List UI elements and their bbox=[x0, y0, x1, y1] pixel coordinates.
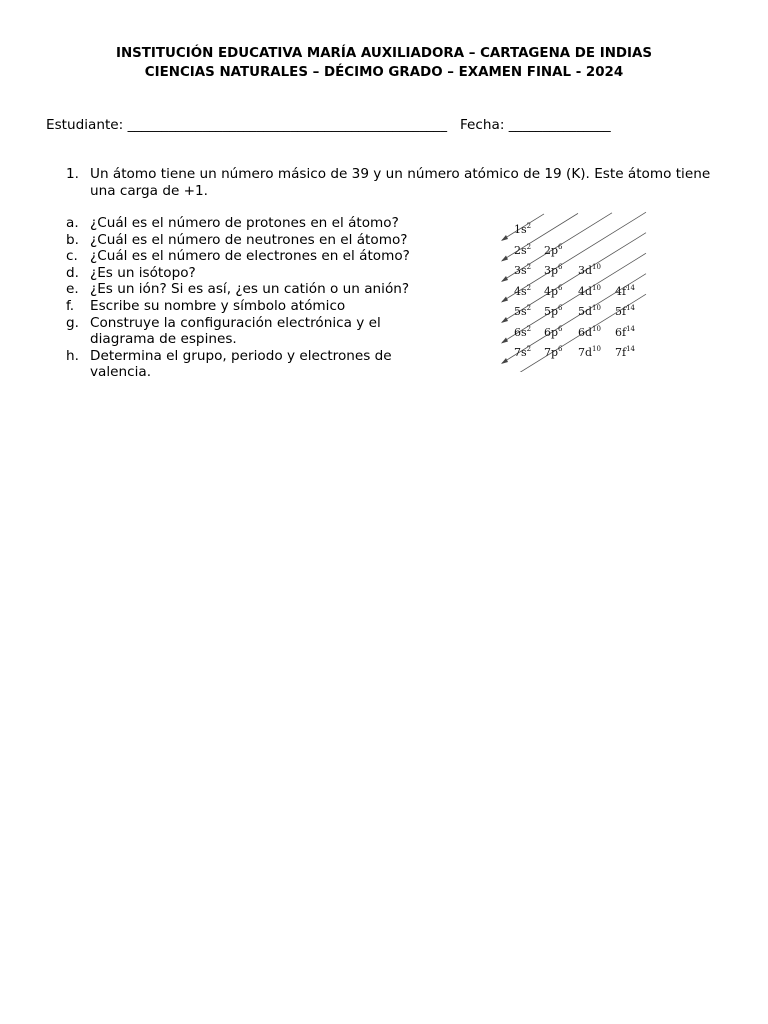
electron-count: 10 bbox=[592, 263, 601, 271]
item-text: ¿Cuál es el número de protones en el átomo? bbox=[90, 215, 399, 231]
orbital-label: 3s bbox=[514, 264, 527, 277]
orbital-label: 4s bbox=[514, 284, 527, 298]
electron-count: 14 bbox=[626, 304, 635, 312]
date-field: Fecha: _______________ bbox=[459, 117, 611, 133]
electron-count: 6 bbox=[558, 345, 563, 353]
electron-count: 6 bbox=[558, 263, 563, 271]
orbital-6d bbox=[578, 325, 601, 339]
item-letter: g. bbox=[66, 314, 79, 331]
orbital-label: 7s bbox=[514, 346, 527, 359]
arrow-head-icon bbox=[501, 276, 508, 282]
orbital-3s bbox=[514, 263, 531, 277]
orbital-label: 6s bbox=[514, 325, 527, 339]
item-text: Determina el grupo, periodo y electrones de valencia. bbox=[90, 347, 392, 381]
item-text: ¿Cuál es el número de electrones en el átomo? bbox=[90, 248, 410, 265]
item-letter: b. bbox=[66, 231, 79, 248]
orbital-6p bbox=[544, 325, 563, 339]
electron-count: 10 bbox=[592, 304, 601, 312]
orbital-label: 6f bbox=[615, 325, 627, 339]
orbital-7f bbox=[615, 345, 635, 359]
question-1 bbox=[66, 166, 734, 200]
electron-count: 14 bbox=[626, 345, 635, 353]
orbital-label: 5p bbox=[544, 305, 559, 318]
arrow-head-icon bbox=[501, 338, 508, 344]
list-item bbox=[66, 265, 432, 282]
electron-count: 10 bbox=[592, 324, 601, 333]
orbital-4p bbox=[544, 284, 563, 298]
orbital-4s bbox=[514, 284, 531, 298]
orbital-label: 3p bbox=[544, 264, 559, 277]
orbital-5f bbox=[615, 304, 635, 318]
item-text: ¿Es un ión? Si es así, ¿es un catión o un anión? bbox=[90, 281, 410, 298]
orbital-4d bbox=[578, 284, 601, 298]
orbital-label: 5d bbox=[578, 305, 593, 318]
list-item bbox=[66, 248, 432, 265]
list-item bbox=[66, 215, 432, 232]
orbital-label: 2s bbox=[514, 243, 527, 257]
orbital-label: 5f bbox=[615, 305, 627, 318]
document-header bbox=[0, 44, 768, 82]
item-text: Construye la configuración electrónica y el diagrama de espines. bbox=[90, 314, 381, 348]
orbital-label: 7f bbox=[615, 346, 627, 359]
list-item bbox=[66, 348, 432, 381]
electron-count: 2 bbox=[526, 345, 532, 353]
arrow-head-icon bbox=[501, 358, 508, 364]
electron-count: 6 bbox=[558, 283, 563, 292]
arrow-head-icon bbox=[501, 317, 508, 323]
electron-count: 2 bbox=[526, 324, 532, 333]
orbital-7d bbox=[578, 345, 601, 359]
orbital-6f bbox=[615, 325, 635, 339]
electron-configuration-diagram bbox=[468, 206, 712, 372]
arrow-head-icon bbox=[501, 256, 508, 262]
orbital-5d bbox=[578, 304, 601, 318]
student-info-line bbox=[46, 117, 611, 133]
orbital-1s bbox=[514, 222, 531, 236]
orbital-7s bbox=[514, 345, 531, 359]
electron-count: 2 bbox=[526, 304, 532, 312]
electron-count: 14 bbox=[626, 324, 635, 333]
institution-title: INSTITUCIÓN EDUCATIVA MARÍA AUXILIADORA – CARTAGENA DE INDIAS bbox=[115, 46, 653, 61]
list-item bbox=[66, 281, 432, 298]
item-text: Escribe su nombre y símbolo atómico bbox=[90, 297, 346, 314]
electron-count: 6 bbox=[558, 324, 563, 333]
list-item bbox=[66, 315, 432, 348]
orbital-label: 3d bbox=[578, 264, 593, 277]
item-letter: f. bbox=[66, 297, 75, 314]
orbital-4f bbox=[615, 284, 635, 298]
electron-count: 2 bbox=[526, 263, 532, 271]
orbital-label: 7p bbox=[544, 346, 559, 359]
list-item bbox=[66, 298, 432, 315]
item-letter: c. bbox=[66, 248, 78, 265]
electron-count: 6 bbox=[558, 242, 563, 251]
item-letter: e. bbox=[66, 281, 79, 298]
arrow-head-icon bbox=[501, 297, 508, 303]
orbital-2p bbox=[544, 243, 563, 257]
exam-title: CIENCIAS NATURALES – DÉCIMO GRADO – EXAMEN FINAL - 2024 bbox=[144, 65, 624, 80]
orbital-label: 5s bbox=[514, 305, 527, 318]
orbital-6s bbox=[514, 325, 531, 339]
question-number: 1. bbox=[66, 166, 79, 182]
electron-count: 14 bbox=[626, 283, 635, 292]
electron-count: 2 bbox=[526, 283, 532, 292]
item-text: ¿Cuál es el número de neutrones en el átomo? bbox=[90, 231, 408, 248]
orbital-label: 4p bbox=[544, 284, 559, 298]
electron-count: 10 bbox=[592, 345, 601, 353]
item-letter: d. bbox=[66, 264, 79, 281]
electron-count: 2 bbox=[526, 222, 532, 230]
subquestion-list bbox=[66, 215, 432, 381]
arrow-head-icon bbox=[501, 235, 508, 241]
orbital-label: 1s bbox=[514, 223, 527, 236]
orbital-label: 4f bbox=[615, 284, 627, 298]
electron-count: 10 bbox=[592, 283, 601, 292]
orbital-label: 6p bbox=[544, 325, 559, 339]
item-text: ¿Es un isótopo? bbox=[90, 264, 196, 281]
student-name-field: Estudiante: _______________________________________________ bbox=[46, 117, 448, 133]
orbital-2s bbox=[514, 243, 531, 257]
list-item bbox=[66, 232, 432, 249]
orbital-5s bbox=[514, 304, 531, 318]
orbital-3d bbox=[578, 263, 601, 277]
orbital-7p bbox=[544, 345, 563, 359]
orbital-label: 2p bbox=[544, 243, 559, 257]
question-text: Un átomo tiene un número másico de 39 y un número atómico de 19 (K). Este átomo tiene una carga de +1. bbox=[90, 166, 711, 199]
item-letter: h. bbox=[66, 347, 79, 364]
item-letter: a. bbox=[66, 215, 79, 231]
orbital-label: 7d bbox=[578, 346, 593, 359]
electron-count: 6 bbox=[558, 304, 563, 312]
orbital-label: 4d bbox=[578, 284, 593, 298]
orbital-label: 6d bbox=[578, 325, 593, 339]
orbital-3p bbox=[544, 263, 563, 277]
electron-count: 2 bbox=[526, 242, 532, 251]
orbital-5p bbox=[544, 304, 563, 318]
